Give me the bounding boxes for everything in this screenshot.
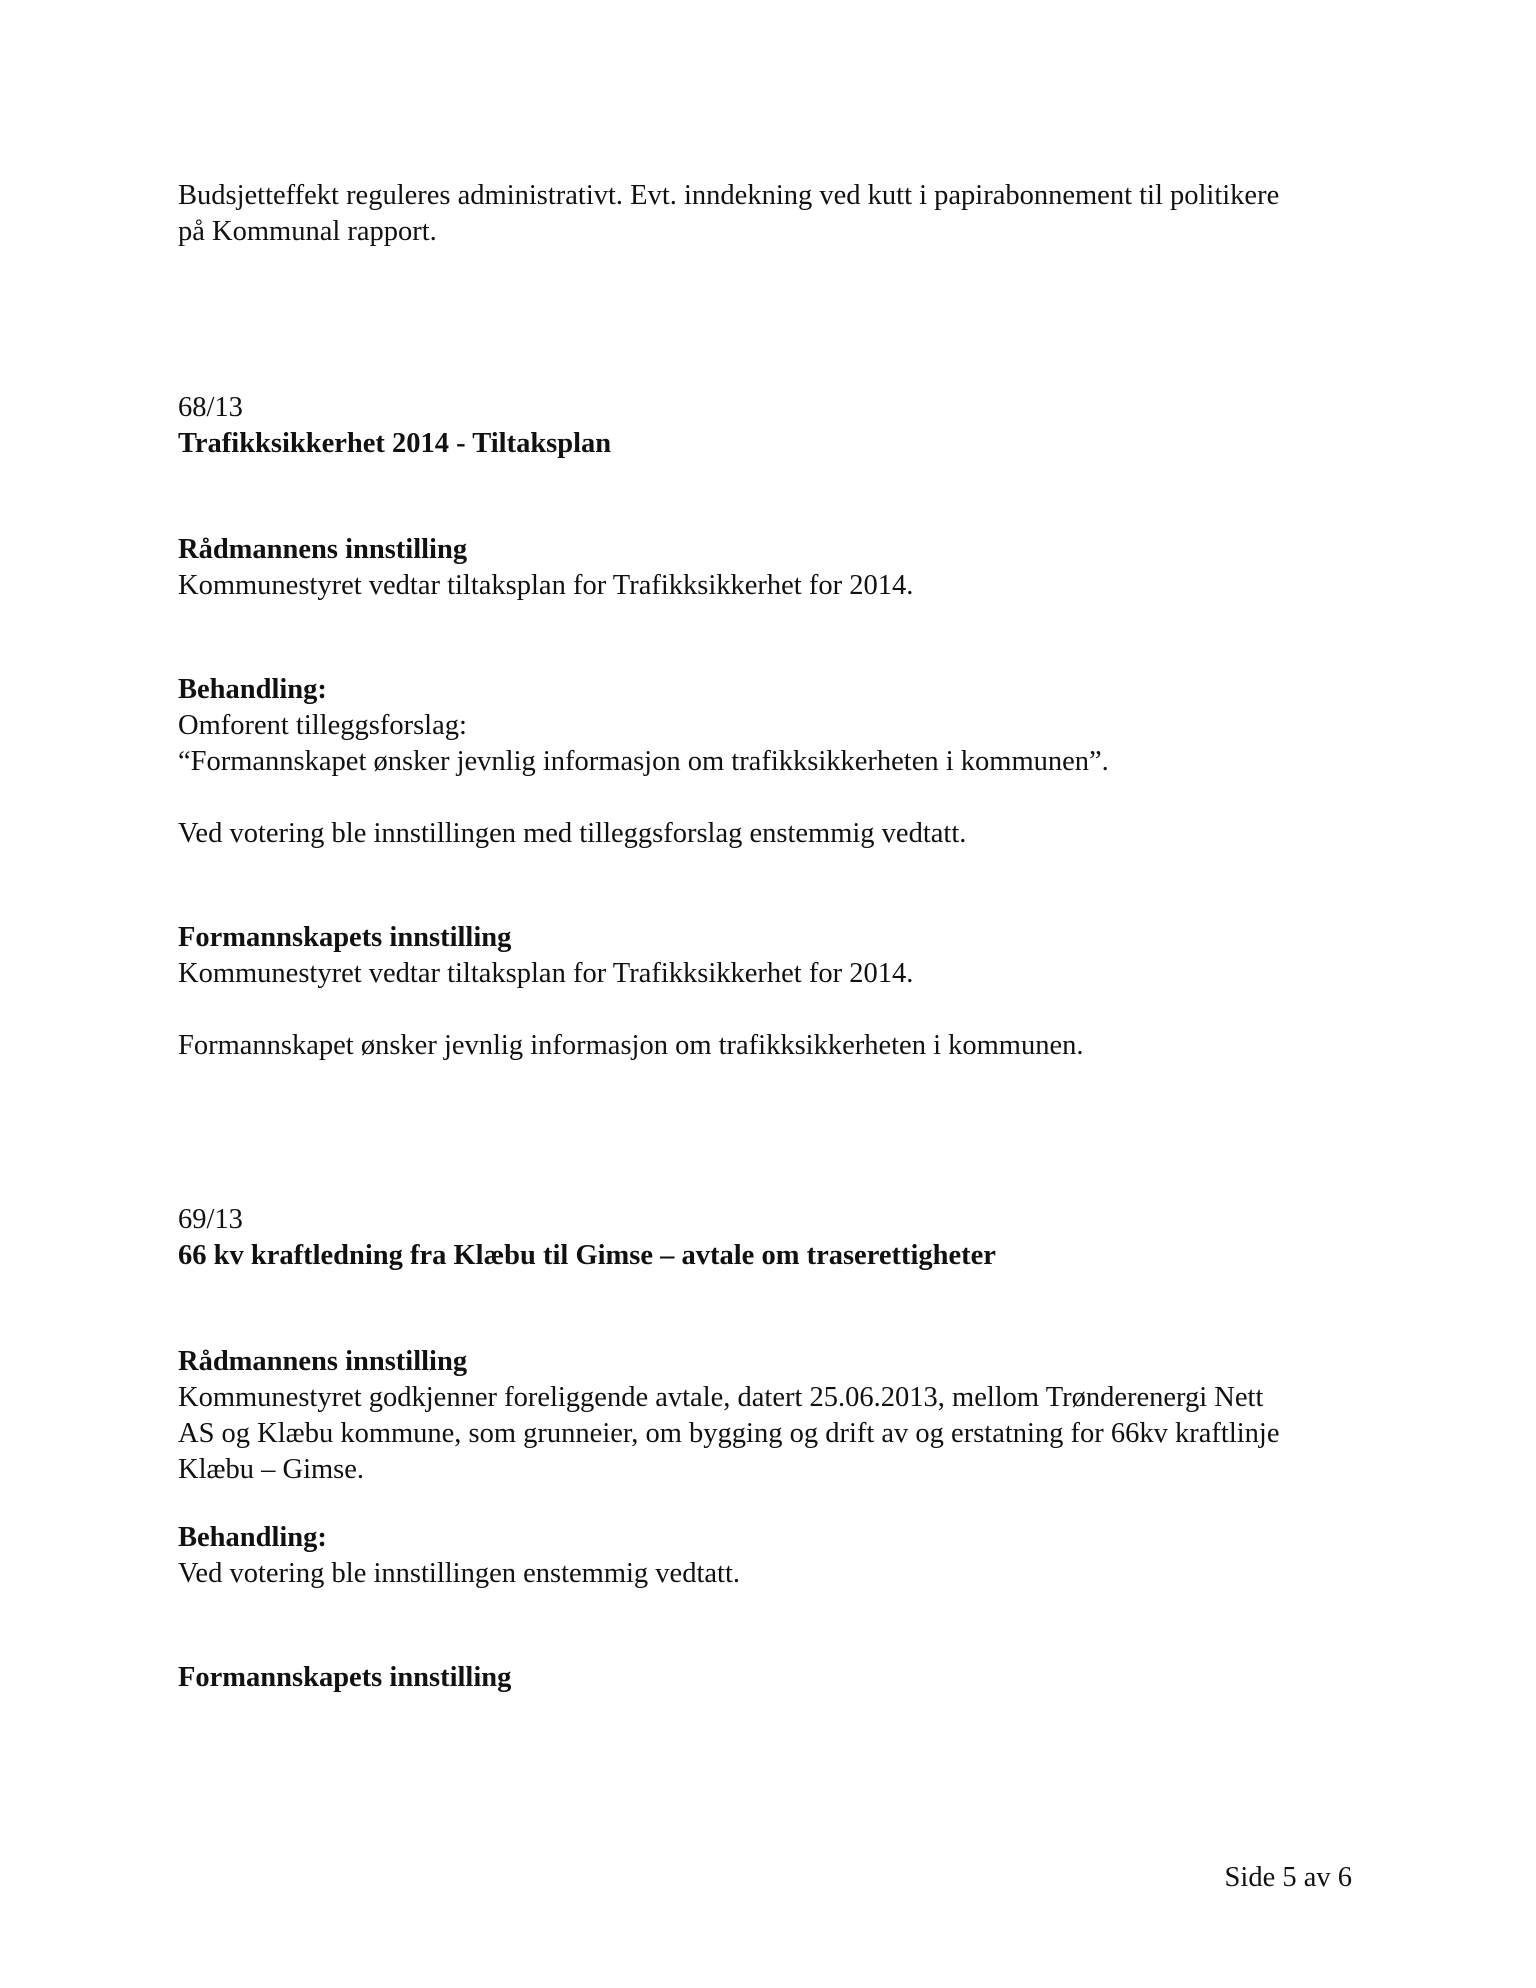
case-69-votering: Ved votering ble innstillingen enstemmig vedtatt. [178,1558,740,1589]
case-69-number: 69/13 [178,1204,243,1235]
case-69-formannskap-heading: Formannskapets innstilling [178,1662,512,1693]
case-68-behandling-line-1: Omforent tilleggsforslag: [178,710,467,741]
case-69-radmann-line-1: Kommunestyret godkjenner foreliggende avtale, datert 25.06.2013, mellom Trønderenergi Nett [178,1382,1264,1413]
case-68-formannskap-heading: Formannskapets innstilling [178,922,512,953]
case-68-formannskap-text-2: Formannskapet ønsker jevnlig informasjon om trafikksikkerheten i kommunen. [178,1030,1084,1061]
case-68-formannskap-text-1: Kommunestyret vedtar tiltaksplan for Trafikksikkerhet for 2014. [178,958,914,989]
case-68-radmann-heading: Rådmannens innstilling [178,534,468,565]
case-68-number: 68/13 [178,392,243,423]
case-69-radmann-heading: Rådmannens innstilling [178,1346,468,1377]
case-68-votering: Ved votering ble innstillingen med tilleggsforslag enstemmig vedtatt. [178,818,967,849]
intro-line-1: Budsjetteffekt reguleres administrativt. Evt. inndekning ved kutt i papirabonnement til politikere [178,180,1280,211]
case-69-behandling-heading: Behandling: [178,1522,327,1553]
case-69-title: 66 kv kraftledning fra Klæbu til Gimse – avtale om traserettigheter [178,1240,996,1271]
case-69-radmann-line-3: Klæbu – Gimse. [178,1454,365,1485]
case-68-title: Trafikksikkerhet 2014 - Tiltaksplan [178,428,612,459]
case-68-behandling-line-2: “Formannskapet ønsker jevnlig informasjon om trafikksikkerheten i kommunen”. [178,746,1109,777]
case-69-radmann-line-2: AS og Klæbu kommune, som grunneier, om bygging og drift av og erstatning for 66kv kraftlinje [178,1418,1280,1449]
case-68-behandling-heading: Behandling: [178,674,327,705]
page-number: Side 5 av 6 [1224,1862,1352,1893]
intro-line-2: på Kommunal rapport. [178,216,437,247]
case-68-radmann-text: Kommunestyret vedtar tiltaksplan for Trafikksikkerhet for 2014. [178,570,914,601]
